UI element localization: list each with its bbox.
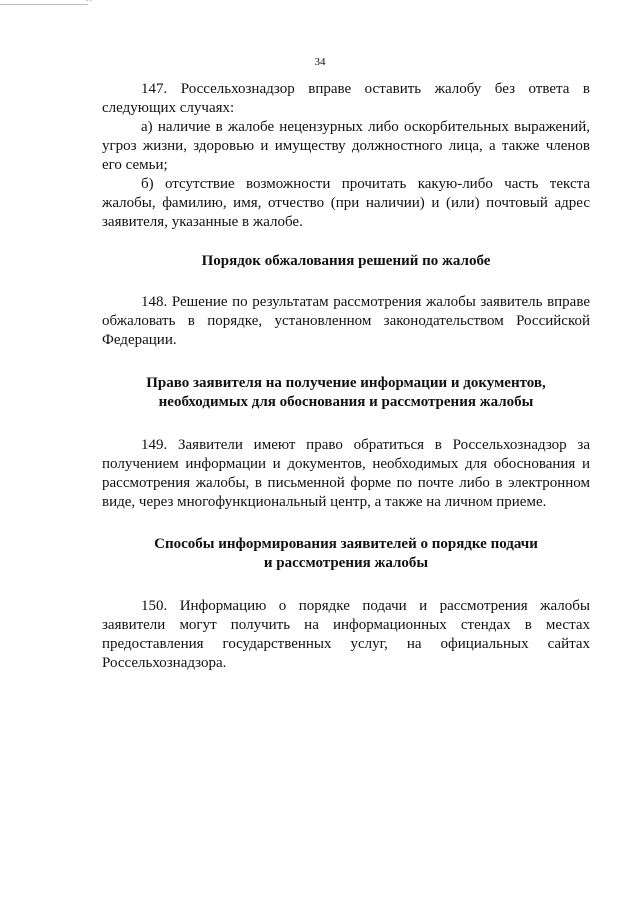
- heading-line: Способы информирования заявителей о порядке подачи: [154, 536, 538, 552]
- paragraph-147: 147. Россельхознадзор вправе оставить жалобу без ответа в следующих случаях:: [102, 81, 590, 116]
- heading-line: и рассмотрения жалобы: [263, 555, 429, 571]
- paragraph-147-item-b: б) отсутствие возможности прочитать какую-либо часть текста жалобы, фамилию, имя, отчество (при наличии) и (или) почтовый адрес заявителя, указанные в жалобе.: [102, 176, 590, 230]
- section-heading-appeal-procedure: Порядок обжалования решений по жалобе: [201, 253, 491, 269]
- section-heading-right-to-information: [102, 374, 590, 412]
- heading-line: Право заявителя на получение информации и документов,: [146, 375, 546, 391]
- paragraph-148: 148. Решение по результатам рассмотрения жалобы заявитель вправе обжаловать в порядке, установленном законодательством Российской Федерации.: [102, 294, 590, 348]
- paragraph-150: 150. Информацию о порядке подачи и рассмотрения жалобы заявители могут получить на информационных стендах в местах предоставления государственных услуг, на официальных сайтах Россельхознадзора.: [102, 598, 590, 671]
- paragraph-147-item-a: а) наличие в жалобе нецензурных либо оскорбительных выражений, угроз жизни, здоровью и имуществу должностного лица, а также членов его семьи;: [102, 119, 590, 173]
- scan-edge-mark: [0, 4, 88, 5]
- paragraph-149: 149. Заявители имеют право обратиться в Россельхознадзор за получением информации и документов, необходимых для обоснования и рассмотрения жалобы, в письменной форме по почте либо в электронном виде, через многофункциональный центр, а также на личном приеме.: [102, 437, 590, 510]
- heading-line: необходимых для обоснования и рассмотрения жалобы: [158, 394, 534, 410]
- document-body: [102, 80, 590, 673]
- section-heading-informing-methods: [102, 535, 590, 573]
- scan-edge-dots: [86, 0, 92, 5]
- page-number: 34: [314, 56, 326, 68]
